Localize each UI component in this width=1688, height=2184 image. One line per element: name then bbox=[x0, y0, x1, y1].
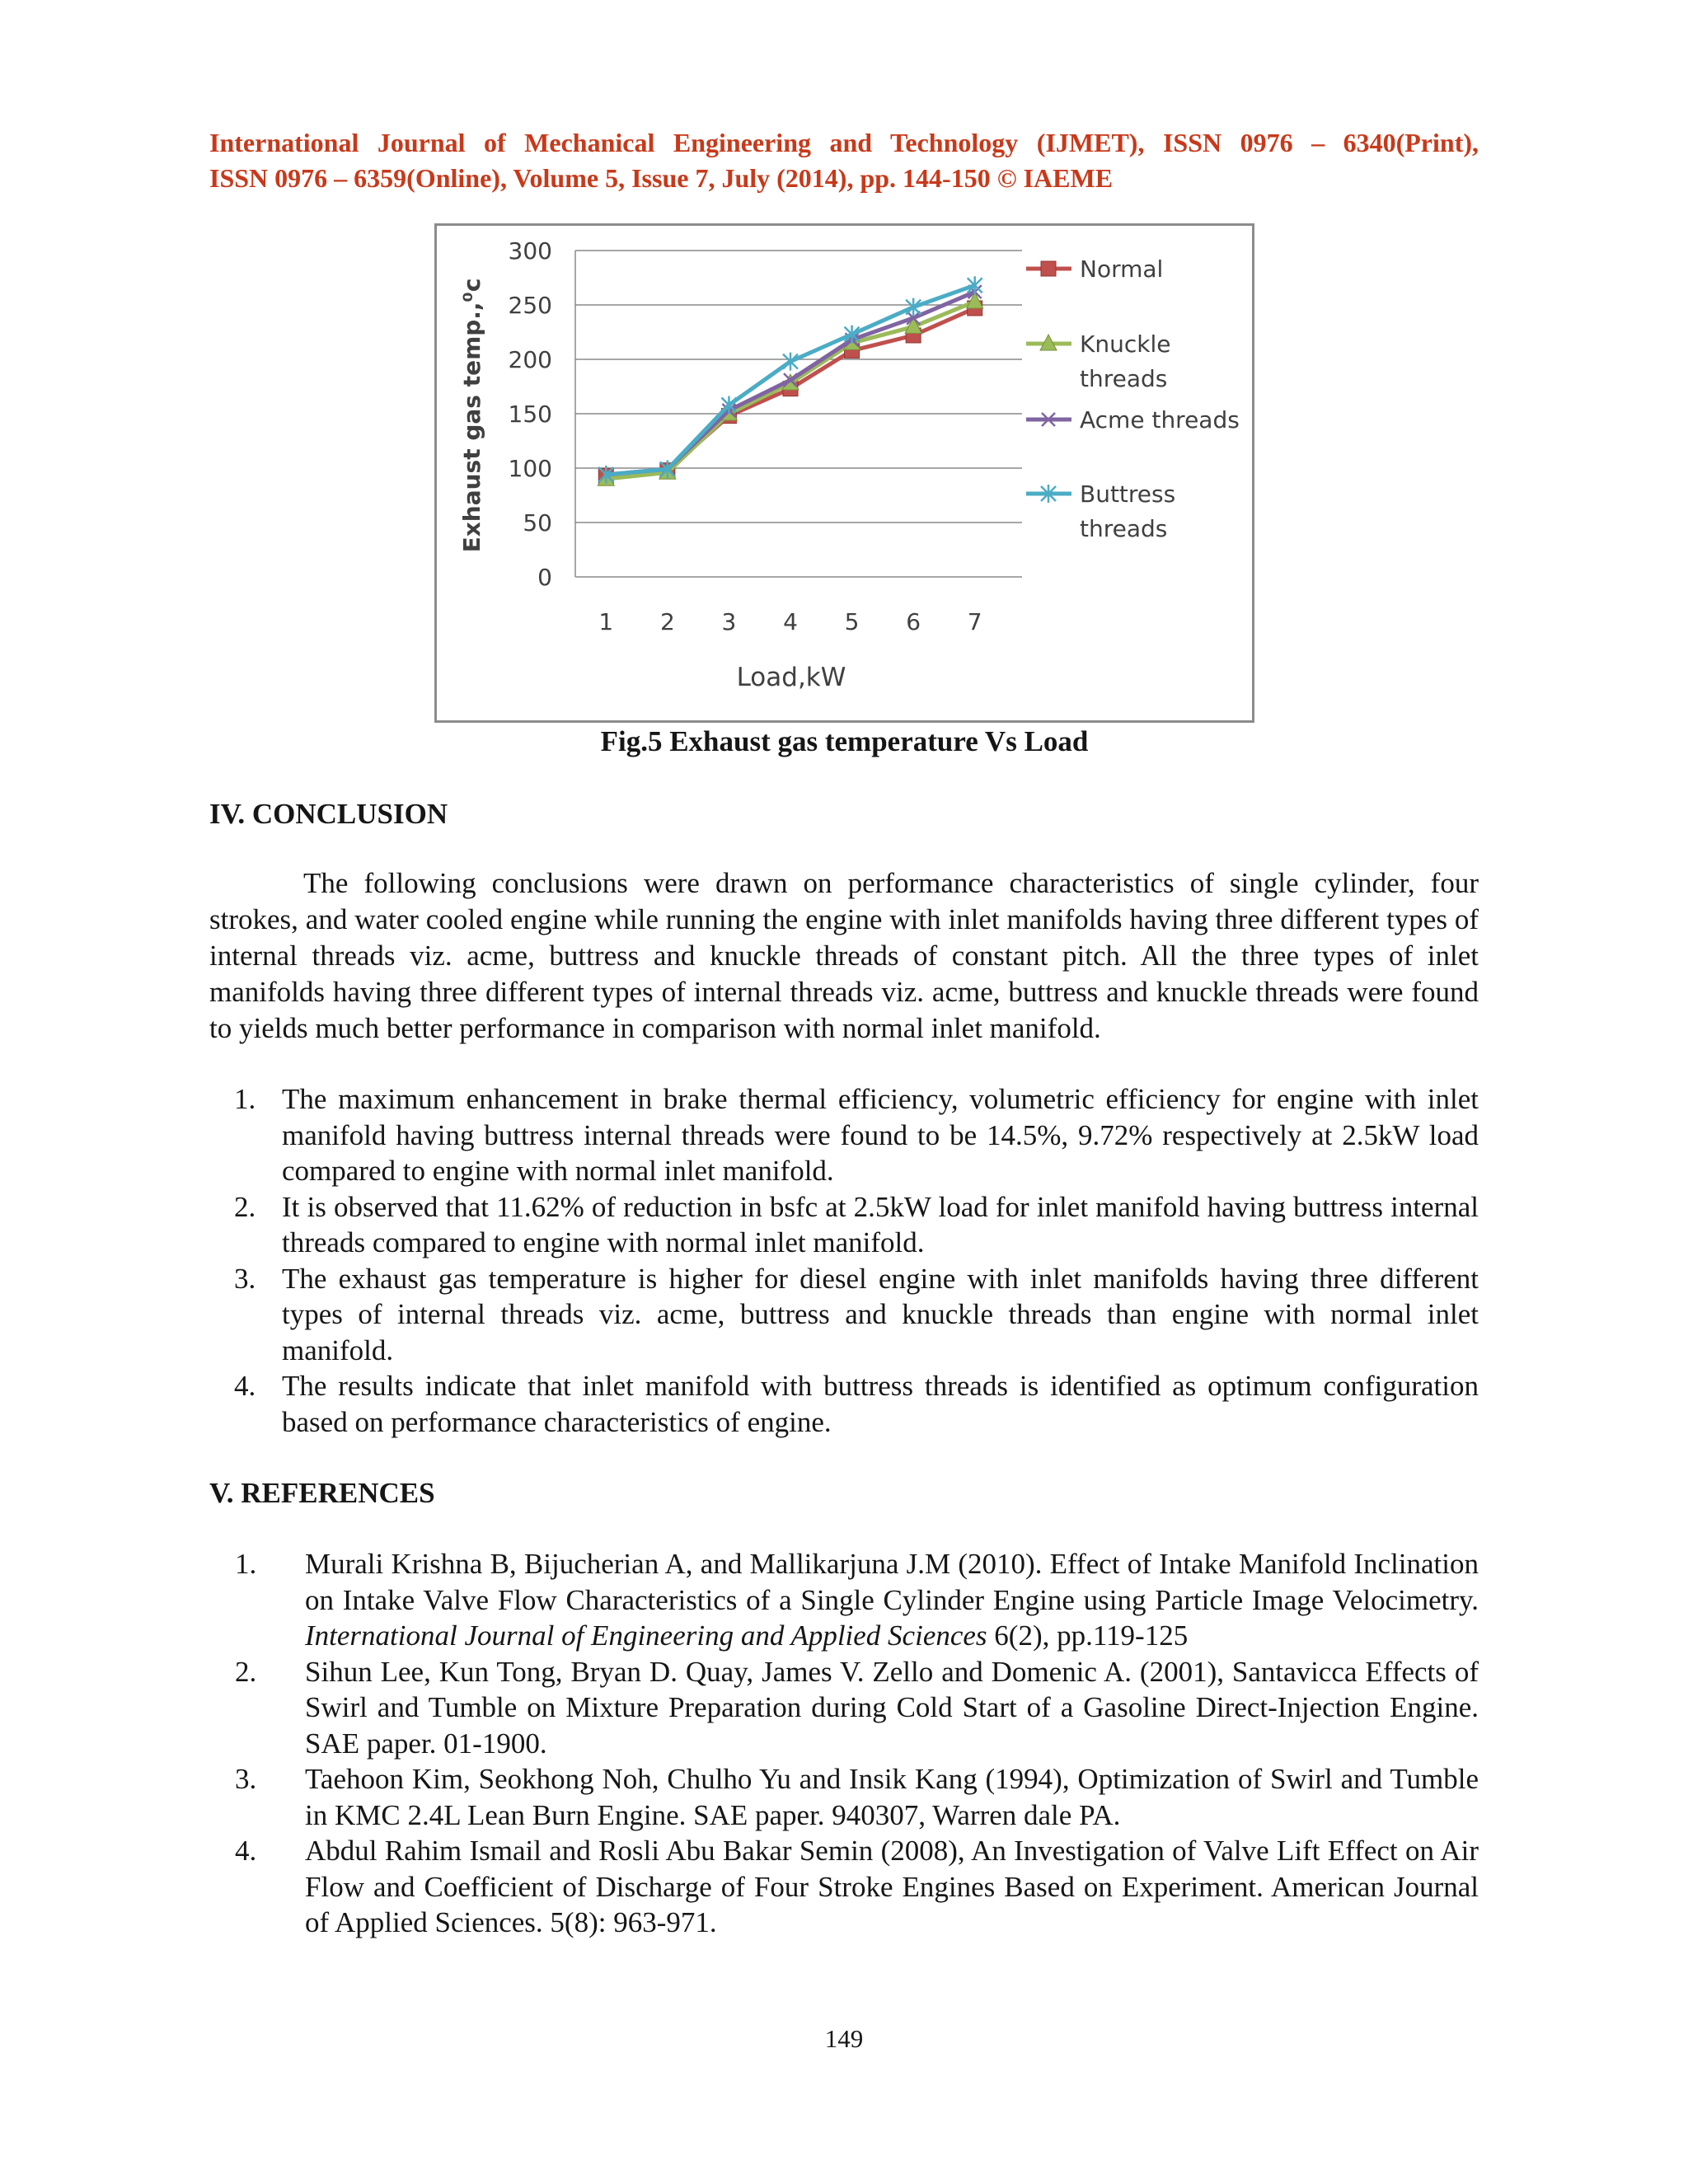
reference-item bbox=[209, 1761, 1479, 1833]
x-tick-label: 6 bbox=[906, 608, 921, 635]
data-point-marker bbox=[1041, 261, 1056, 276]
series-knuckle-threads bbox=[598, 293, 982, 485]
y-tick-label: 0 bbox=[537, 564, 552, 591]
y-tick-label: 200 bbox=[508, 346, 552, 373]
legend-label: threads bbox=[1080, 515, 1168, 542]
reference-number: 4. bbox=[235, 1835, 257, 1867]
conclusion-item bbox=[209, 1368, 1479, 1440]
page-number: 149 bbox=[824, 2024, 864, 2053]
legend-item bbox=[1026, 330, 1170, 392]
reference-number: 1. bbox=[235, 1548, 257, 1580]
conclusion-list bbox=[209, 1081, 1479, 1440]
conclusion-item-number: 1. bbox=[234, 1083, 256, 1115]
y-tick-label: 100 bbox=[508, 455, 552, 482]
journal-header-line1: International Journal of Mechanical Engineering and Technology (IJMET), ISSN 0976 – 6340(Print), bbox=[209, 128, 1479, 157]
x-tick-label: 5 bbox=[844, 608, 860, 635]
x-tick-label: 3 bbox=[721, 608, 737, 635]
reference-item bbox=[209, 1546, 1479, 1654]
conclusion-item-number: 2. bbox=[234, 1190, 256, 1223]
reference-text: Taehoon Kim, Seokhong Noh, Chulho Yu and Insik Kang (1994), Optimization of Swirl and Tumble in KMC 2.4L Lean Burn Engine. SAE paper. 940307, Warren dale PA. bbox=[305, 1763, 1479, 1831]
series-normal bbox=[598, 301, 982, 483]
y-axis-label: Exhaust gas temp.,⁰c bbox=[458, 278, 485, 553]
figure-chart-frame bbox=[434, 223, 1254, 723]
reference-list bbox=[209, 1546, 1479, 1941]
conclusion-item-number: 4. bbox=[234, 1370, 256, 1402]
exhaust-temp-chart bbox=[437, 226, 1252, 720]
y-tick-label: 250 bbox=[508, 292, 552, 319]
x-tick-label: 4 bbox=[783, 608, 798, 635]
journal-header bbox=[209, 125, 1479, 196]
conclusion-paragraph-text: The following conclusions were drawn on performance characteristics of single cylinder, four strokes, and water cooled engine while running the engine with inlet manifolds having three different types of internal threads viz. acme, buttress and knuckle threads of constant pitch. All the three types of inlet manifolds having three different types of internal threads viz. acme, buttress and knuckle threads were found to yields much better performance in comparison with normal inlet manifold. bbox=[209, 867, 1479, 1044]
journal-header-line2: ISSN 0976 – 6359(Online), Volume 5, Issue 7, July (2014), pp. 144-150 © IAEME bbox=[209, 163, 1114, 193]
section-heading-references: V. REFERENCES bbox=[209, 1477, 435, 1509]
y-tick-label: 50 bbox=[523, 509, 552, 537]
reference-item bbox=[209, 1833, 1479, 1941]
conclusion-item bbox=[209, 1081, 1479, 1189]
legend-label: Buttress bbox=[1080, 480, 1176, 508]
figure-caption: Fig.5 Exhaust gas temperature Vs Load bbox=[600, 725, 1089, 757]
reference-text: Abdul Rahim Ismail and Rosli Abu Bakar Semin (2008), An Investigation of Valve Lift Effect on Air Flow and Coefficient of Discharge of Four Stroke Engines Based on Experiment. American Journal of Applied Sciences. 5(8): 963-971. bbox=[305, 1835, 1479, 1938]
conclusion-item-text: The maximum enhancement in brake thermal efficiency, volumetric efficiency for engine with inlet manifold having buttress internal threads were found to be 14.5%, 9.72% respectively at 2.5kW load compared to engine with normal inlet manifold. bbox=[282, 1083, 1479, 1187]
x-tick-label: 7 bbox=[967, 608, 982, 635]
section-heading-conclusion: IV. CONCLUSION bbox=[209, 798, 448, 830]
legend-label: Knuckle bbox=[1080, 330, 1171, 358]
reference-item bbox=[209, 1654, 1479, 1762]
y-tick-label: 300 bbox=[508, 237, 552, 265]
reference-number: 3. bbox=[235, 1763, 257, 1795]
x-axis-label: Load,kW bbox=[736, 663, 846, 692]
y-tick-label: 150 bbox=[508, 401, 552, 428]
legend-item bbox=[1026, 480, 1175, 542]
x-tick-label: 2 bbox=[659, 608, 675, 635]
data-point-marker bbox=[783, 353, 798, 371]
legend-item bbox=[1026, 406, 1240, 434]
reference-text: Murali Krishna B, Bijucherian A, and Mallikarjuna J.M (2010). Effect of Intake Manifold Inclination on Intake Valve Flow Characteristics of a Single Cylinder Engine using Particle Image Velocimetry. bbox=[305, 1548, 1479, 1616]
conclusion-item bbox=[209, 1189, 1479, 1261]
x-tick-label: 1 bbox=[598, 608, 614, 635]
conclusion-paragraph bbox=[209, 865, 1479, 1047]
conclusion-item-text: The exhaust gas temperature is higher for diesel engine with inlet manifolds having three different types of internal threads viz. acme, buttress and knuckle threads than engine with normal inlet manifold. bbox=[282, 1262, 1479, 1366]
reference-text: Sihun Lee, Kun Tong, Bryan D. Quay, James V. Zello and Domenic A. (2001), Santavicca Effects of Swirl and Tumble on Mixture Preparation during Cold Start of a Gasoline Direct-Injection Engine. SAE paper. 01-1900. bbox=[305, 1655, 1479, 1760]
legend-item bbox=[1026, 255, 1163, 283]
reference-number: 2. bbox=[235, 1655, 257, 1688]
legend-label: Acme threads bbox=[1080, 406, 1240, 434]
reference-text-tail: 6(2), pp.119-125 bbox=[987, 1619, 1189, 1652]
conclusion-item-number: 3. bbox=[234, 1262, 256, 1295]
conclusion-item-text: It is observed that 11.62% of reduction in bsfc at 2.5kW load for inlet manifold having buttress internal threads compared to engine with normal inlet manifold. bbox=[282, 1190, 1479, 1258]
conclusion-item bbox=[209, 1261, 1479, 1369]
legend-label: Normal bbox=[1080, 255, 1164, 283]
reference-journal: International Journal of Engineering and Applied Sciences bbox=[305, 1619, 987, 1652]
legend-label: threads bbox=[1080, 365, 1168, 392]
conclusion-item-text: The results indicate that inlet manifold with buttress threads is identified as optimum configuration based on performance characteristics of engine. bbox=[282, 1370, 1479, 1438]
